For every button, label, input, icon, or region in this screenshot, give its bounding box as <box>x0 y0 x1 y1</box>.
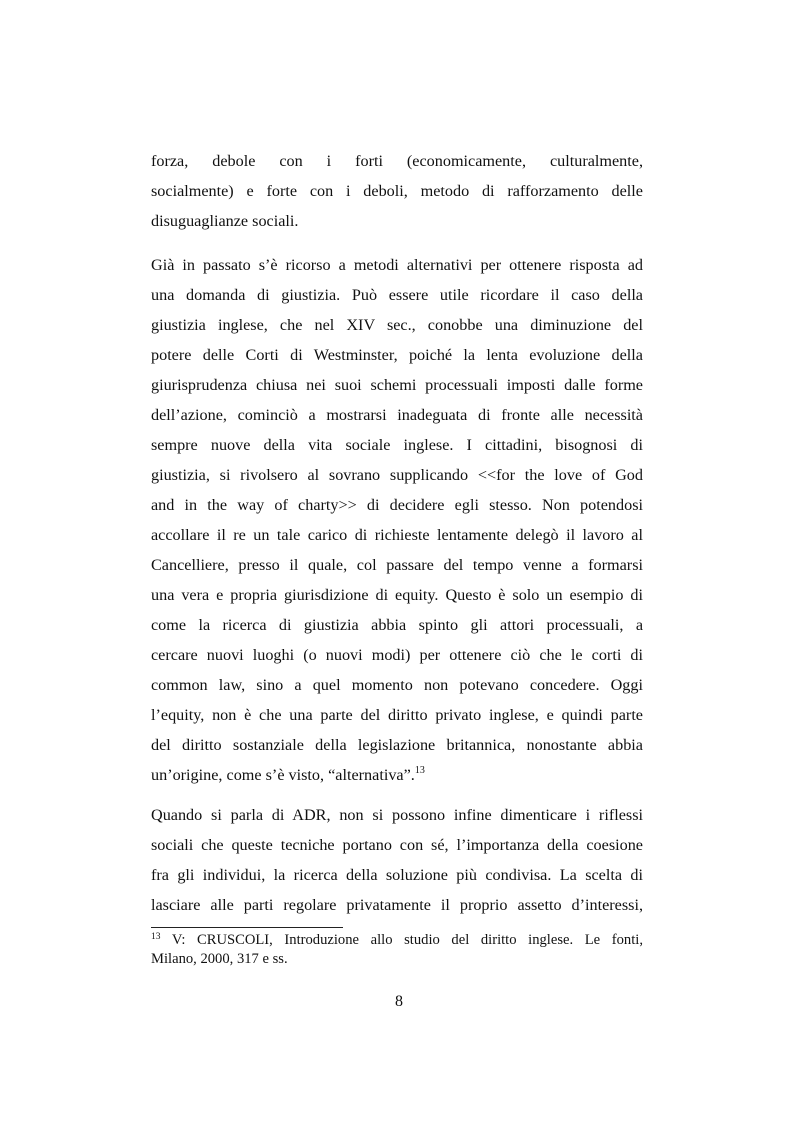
paragraph-line-text: un’origine, come s’è visto, “alternativa”. <box>151 766 415 784</box>
paragraph-3 <box>151 800 643 920</box>
paragraph-line: disuguaglianze sociali. <box>151 212 299 230</box>
footnote-reference: 13 <box>414 765 425 776</box>
paragraph-line: potere delle Corti di Westminster, poiché la lenta evoluzione della <box>151 346 643 364</box>
paragraph-2 <box>151 250 643 790</box>
page-number: 8 <box>395 993 403 1010</box>
paragraph-line: Cancelliere, presso il quale, col passare del tempo venne a formarsi <box>151 556 643 574</box>
paragraph-line: giustizia inglese, che nel XIV sec., conobbe una diminuzione del <box>151 316 643 334</box>
paragraph-line: come la ricerca di giustizia abbia spinto gli attori processuali, a <box>151 616 643 634</box>
paragraph-line: una vera e propria giurisdizione di equity. Questo è solo un esempio di <box>151 586 643 604</box>
paragraph-line: lasciare alle parti regolare privatamente il proprio assetto d’interessi, <box>151 896 643 914</box>
paragraph-line: common law, sino a quel momento non potevano concedere. Oggi <box>151 676 643 694</box>
footnote-text: V: CRUSCOLI, Introduzione allo studio del diritto inglese. Le fonti, <box>171 932 643 948</box>
paragraph-line: giurisprudenza chiusa nei suoi schemi processuali imposti dalle forme <box>151 376 643 394</box>
paragraph-line: Quando si parla di ADR, non si possono infine dimenticare i riflessi <box>151 806 643 824</box>
paragraph-line: cercare nuovi luoghi (o nuovi modi) per ottenere ciò che le corti di <box>151 646 643 664</box>
paragraph-line: dell’azione, cominciò a mostrarsi inadeguata di fronte alle necessità <box>151 406 643 424</box>
paragraph-line: una domanda di giustizia. Può essere utile ricordare il caso della <box>151 286 643 304</box>
paragraph-line: accollare il re un tale carico di richieste lentamente delegò il lavoro al <box>151 526 643 544</box>
footnote-line <box>151 931 643 950</box>
paragraph-1 <box>151 146 643 236</box>
paragraph-line: and in the way of charty>> di decidere egli stesso. Non potendosi <box>151 496 643 514</box>
footnote <box>151 931 643 969</box>
paragraph-last-line <box>151 760 643 790</box>
paragraph-line: Già in passato s’è ricorso a metodi alternativi per ottenere risposta ad <box>151 256 643 274</box>
paragraph-line: sempre nuove della vita sociale inglese. I cittadini, bisognosi di <box>151 436 643 454</box>
footnote-line: Milano, 2000, 317 e ss. <box>151 951 288 967</box>
paragraph-line: giustizia, si rivolsero al sovrano supplicando <<for the love of God <box>151 466 643 484</box>
paragraph-line: fra gli individui, la ricerca della soluzione più condivisa. La scelta di <box>151 866 643 884</box>
paragraph-line: l’equity, non è che una parte del diritto privato inglese, e quindi parte <box>151 706 643 724</box>
paragraph-line: socialmente) e forte con i deboli, metodo di rafforzamento delle <box>151 182 643 200</box>
paragraph-line: forza, debole con i forti (economicamente, culturalmente, <box>151 152 643 170</box>
footnote-separator <box>151 927 343 928</box>
footnote-number: 13 <box>151 932 161 942</box>
paragraph-line: sociali che queste tecniche portano con sé, l’importanza della coesione <box>151 836 643 854</box>
paragraph-line: del diritto sostanziale della legislazione britannica, nonostante abbia <box>151 736 643 754</box>
